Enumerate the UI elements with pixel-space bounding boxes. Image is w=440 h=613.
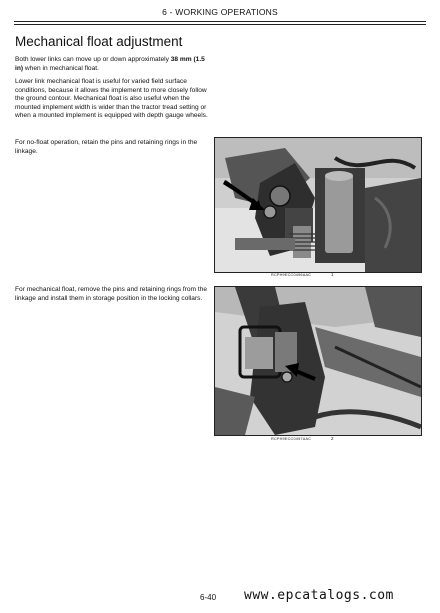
figure-2-linkage-photo [214, 286, 422, 436]
intro-text-start: Both lower links can move up or down approximately [15, 56, 171, 63]
page-number: 6-40 [200, 593, 217, 602]
figure-2-number: 2 [331, 436, 334, 441]
figure-1-linkage-photo [214, 137, 422, 273]
mechanical-float-paragraph: For mechanical float, remove the pins and retaining rings from the linkage and install them in storage position in the locking collars. [15, 286, 208, 302]
figure-1-number: 1 [331, 272, 334, 277]
page-title: Mechanical float adjustment [15, 34, 183, 49]
usage-paragraph: Lower link mechanical float is useful for varied field surface conditions, because it allows the implement to more closely follow the ground contour. Mechanical float is also useful when the mounted implement width is wider than the tractor tread setting or when a mounted implement is equipped with depth gauge wheels. [15, 78, 208, 120]
figure-2-code: RCPH9ECC0497AAC [271, 437, 312, 441]
section-header: 6 - WORKING OPERATIONS [162, 7, 278, 17]
header-rule [14, 21, 426, 22]
figure-1-code: RCPH9ECC0496AAC [271, 273, 312, 277]
header-rule-lower [14, 24, 426, 25]
watermark: www.epcatalogs.com [244, 588, 394, 603]
no-float-paragraph: For no-float operation, retain the pins and retaining rings in the linkage. [15, 139, 198, 155]
intro-measurement: 38 mm (1.5 in) [15, 56, 205, 72]
intro-paragraph [15, 56, 213, 73]
intro-text-end: when in mechanical float. [23, 64, 99, 72]
